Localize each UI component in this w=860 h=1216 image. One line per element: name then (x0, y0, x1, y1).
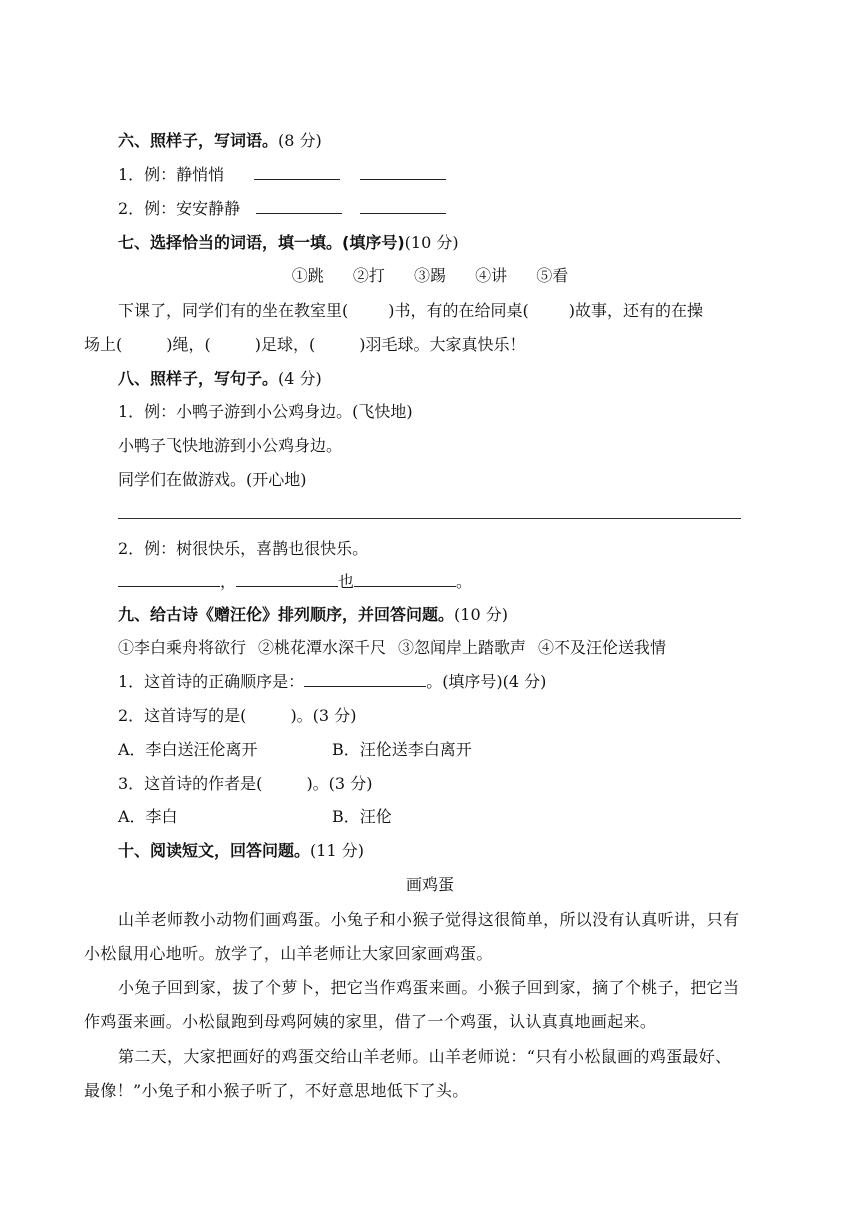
ye-text: 也 (338, 572, 355, 591)
answer-blank[interactable] (236, 572, 338, 587)
poem-line: ②桃花潭水深千尺 (258, 638, 387, 657)
poem-lines (118, 638, 666, 658)
section-9-heading (118, 605, 508, 625)
question-text: 3．这首诗的作者是( (118, 774, 263, 793)
option-item: ③踢 (413, 266, 446, 285)
answer-blank[interactable] (360, 199, 446, 214)
section-8-q1: 1．例：小鸭子游到小公鸡身边。(飞快地) (118, 402, 413, 421)
q2-example: 2．例：安安静静 (118, 199, 241, 218)
word-options (0, 266, 860, 286)
question-text: 。(填序号)(4 分) (426, 672, 547, 691)
section-9-q2 (118, 706, 356, 726)
question-text: 1．这首诗的正确顺序是： (118, 672, 305, 691)
story-paragraph-line: 小松鼠用心地听。放学了，山羊老师让大家回家画鸡蛋。 (84, 944, 493, 963)
answer-blank[interactable] (354, 572, 456, 587)
section-9-q1 (118, 672, 546, 692)
story-paragraph-line: 小兔子回到家，拔了个萝卜，把它当作鸡蛋来画。小猴子回到家，摘了个桃子，把它当 (118, 978, 740, 997)
period-text: 。 (456, 572, 473, 591)
section-9-q3-choices (118, 807, 392, 827)
section-9-q3 (118, 774, 372, 794)
section-6-q1 (118, 165, 446, 185)
poem-line: ③忽闻岸上踏歌声 (398, 638, 527, 657)
section-8-heading (118, 369, 322, 389)
section-9-title: 九、给古诗《赠汪伦》排列顺序，并回答问题。 (118, 605, 455, 624)
poem-line: ④不及汪伦送我情 (538, 638, 667, 657)
section-10-heading (118, 841, 364, 861)
section-8-q1-answer: 小鸭子飞快地游到小公鸡身边。 (118, 436, 343, 455)
para-text: )足球，( (254, 335, 316, 354)
answer-blank[interactable] (360, 165, 446, 180)
section-6-heading (118, 131, 322, 151)
story-title: 画鸡蛋 (405, 875, 454, 894)
section-8-q2-fill (118, 572, 472, 592)
option-item: ①跳 (291, 266, 324, 285)
section-8-score: (4 分) (278, 369, 322, 388)
option-item: ②打 (352, 266, 385, 285)
option-item: ④讲 (475, 266, 508, 285)
choice-b[interactable]: B．汪伦 (332, 807, 392, 826)
question-text: )。(3 分) (306, 774, 373, 793)
para-text: )羽毛球。大家真快乐！ (359, 335, 526, 354)
story-paragraph-line: 最像！”小兔子和小猴子听了，不好意思地低下了头。 (84, 1081, 469, 1100)
story-paragraph-line: 第二天，大家把画好的鸡蛋交给山羊老师。山羊老师说：“只有小松鼠画的鸡蛋最好、 (118, 1047, 732, 1066)
para-text: 下课了，同学们有的坐在教室里( (118, 301, 349, 320)
section-7-para-line2 (84, 335, 526, 355)
para-text: )故事，还有的在操 (568, 301, 703, 320)
question-text: 2．这首诗写的是( (118, 706, 247, 725)
answer-line[interactable] (118, 518, 741, 519)
poem-line: ①李白乘舟将欲行 (118, 638, 247, 657)
option-item: ⑤看 (536, 266, 569, 285)
section-8-title: 八、照样子，写句子。 (118, 369, 279, 388)
section-10-title: 十、阅读短文，回答问题。 (118, 841, 311, 860)
section-6-score: (8 分) (278, 131, 322, 150)
para-text: 场上( (84, 335, 123, 354)
section-9-score: (10 分) (454, 605, 508, 624)
answer-blank[interactable] (256, 199, 342, 214)
q1-example: 1．例：静悄悄 (118, 165, 225, 184)
section-8-q1-task: 同学们在做游戏。(开心地) (118, 470, 307, 489)
story-paragraph-line: 作鸡蛋来画。小松鼠跑到母鸡阿姨的家里，借了一个鸡蛋，认认真真地画起来。 (84, 1012, 657, 1031)
choice-b[interactable]: B．汪伦送李白离开 (332, 740, 472, 759)
section-9-q2-choices (118, 740, 472, 760)
section-6-q2 (118, 199, 446, 219)
para-text: )绳，( (166, 335, 211, 354)
section-7-heading (118, 233, 459, 253)
answer-blank[interactable] (254, 165, 340, 180)
choice-a[interactable]: A．李白 (118, 807, 178, 826)
section-8-q2: 2．例：树很快乐，喜鹊也很快乐。 (118, 539, 369, 558)
comma-text: ， (220, 572, 237, 591)
question-text: )。(3 分) (290, 706, 357, 725)
answer-blank[interactable] (304, 672, 426, 687)
section-7-title: 七、选择恰当的词语，填一填。(填序号) (118, 233, 405, 252)
section-10-score: (11 分) (310, 841, 364, 860)
answer-blank[interactable] (118, 572, 220, 587)
section-7-para-line1 (118, 301, 703, 321)
section-7-score: (10 分) (404, 233, 459, 252)
choice-a[interactable]: A．李白送汪伦离开 (118, 740, 258, 759)
para-text: )书，有的在给同桌( (388, 301, 529, 320)
section-6-title: 六、照样子，写词语。 (118, 131, 279, 150)
story-paragraph-line: 山羊老师教小动物们画鸡蛋。小兔子和小猴子觉得这很简单，所以没有认真听讲，只有 (118, 910, 740, 929)
